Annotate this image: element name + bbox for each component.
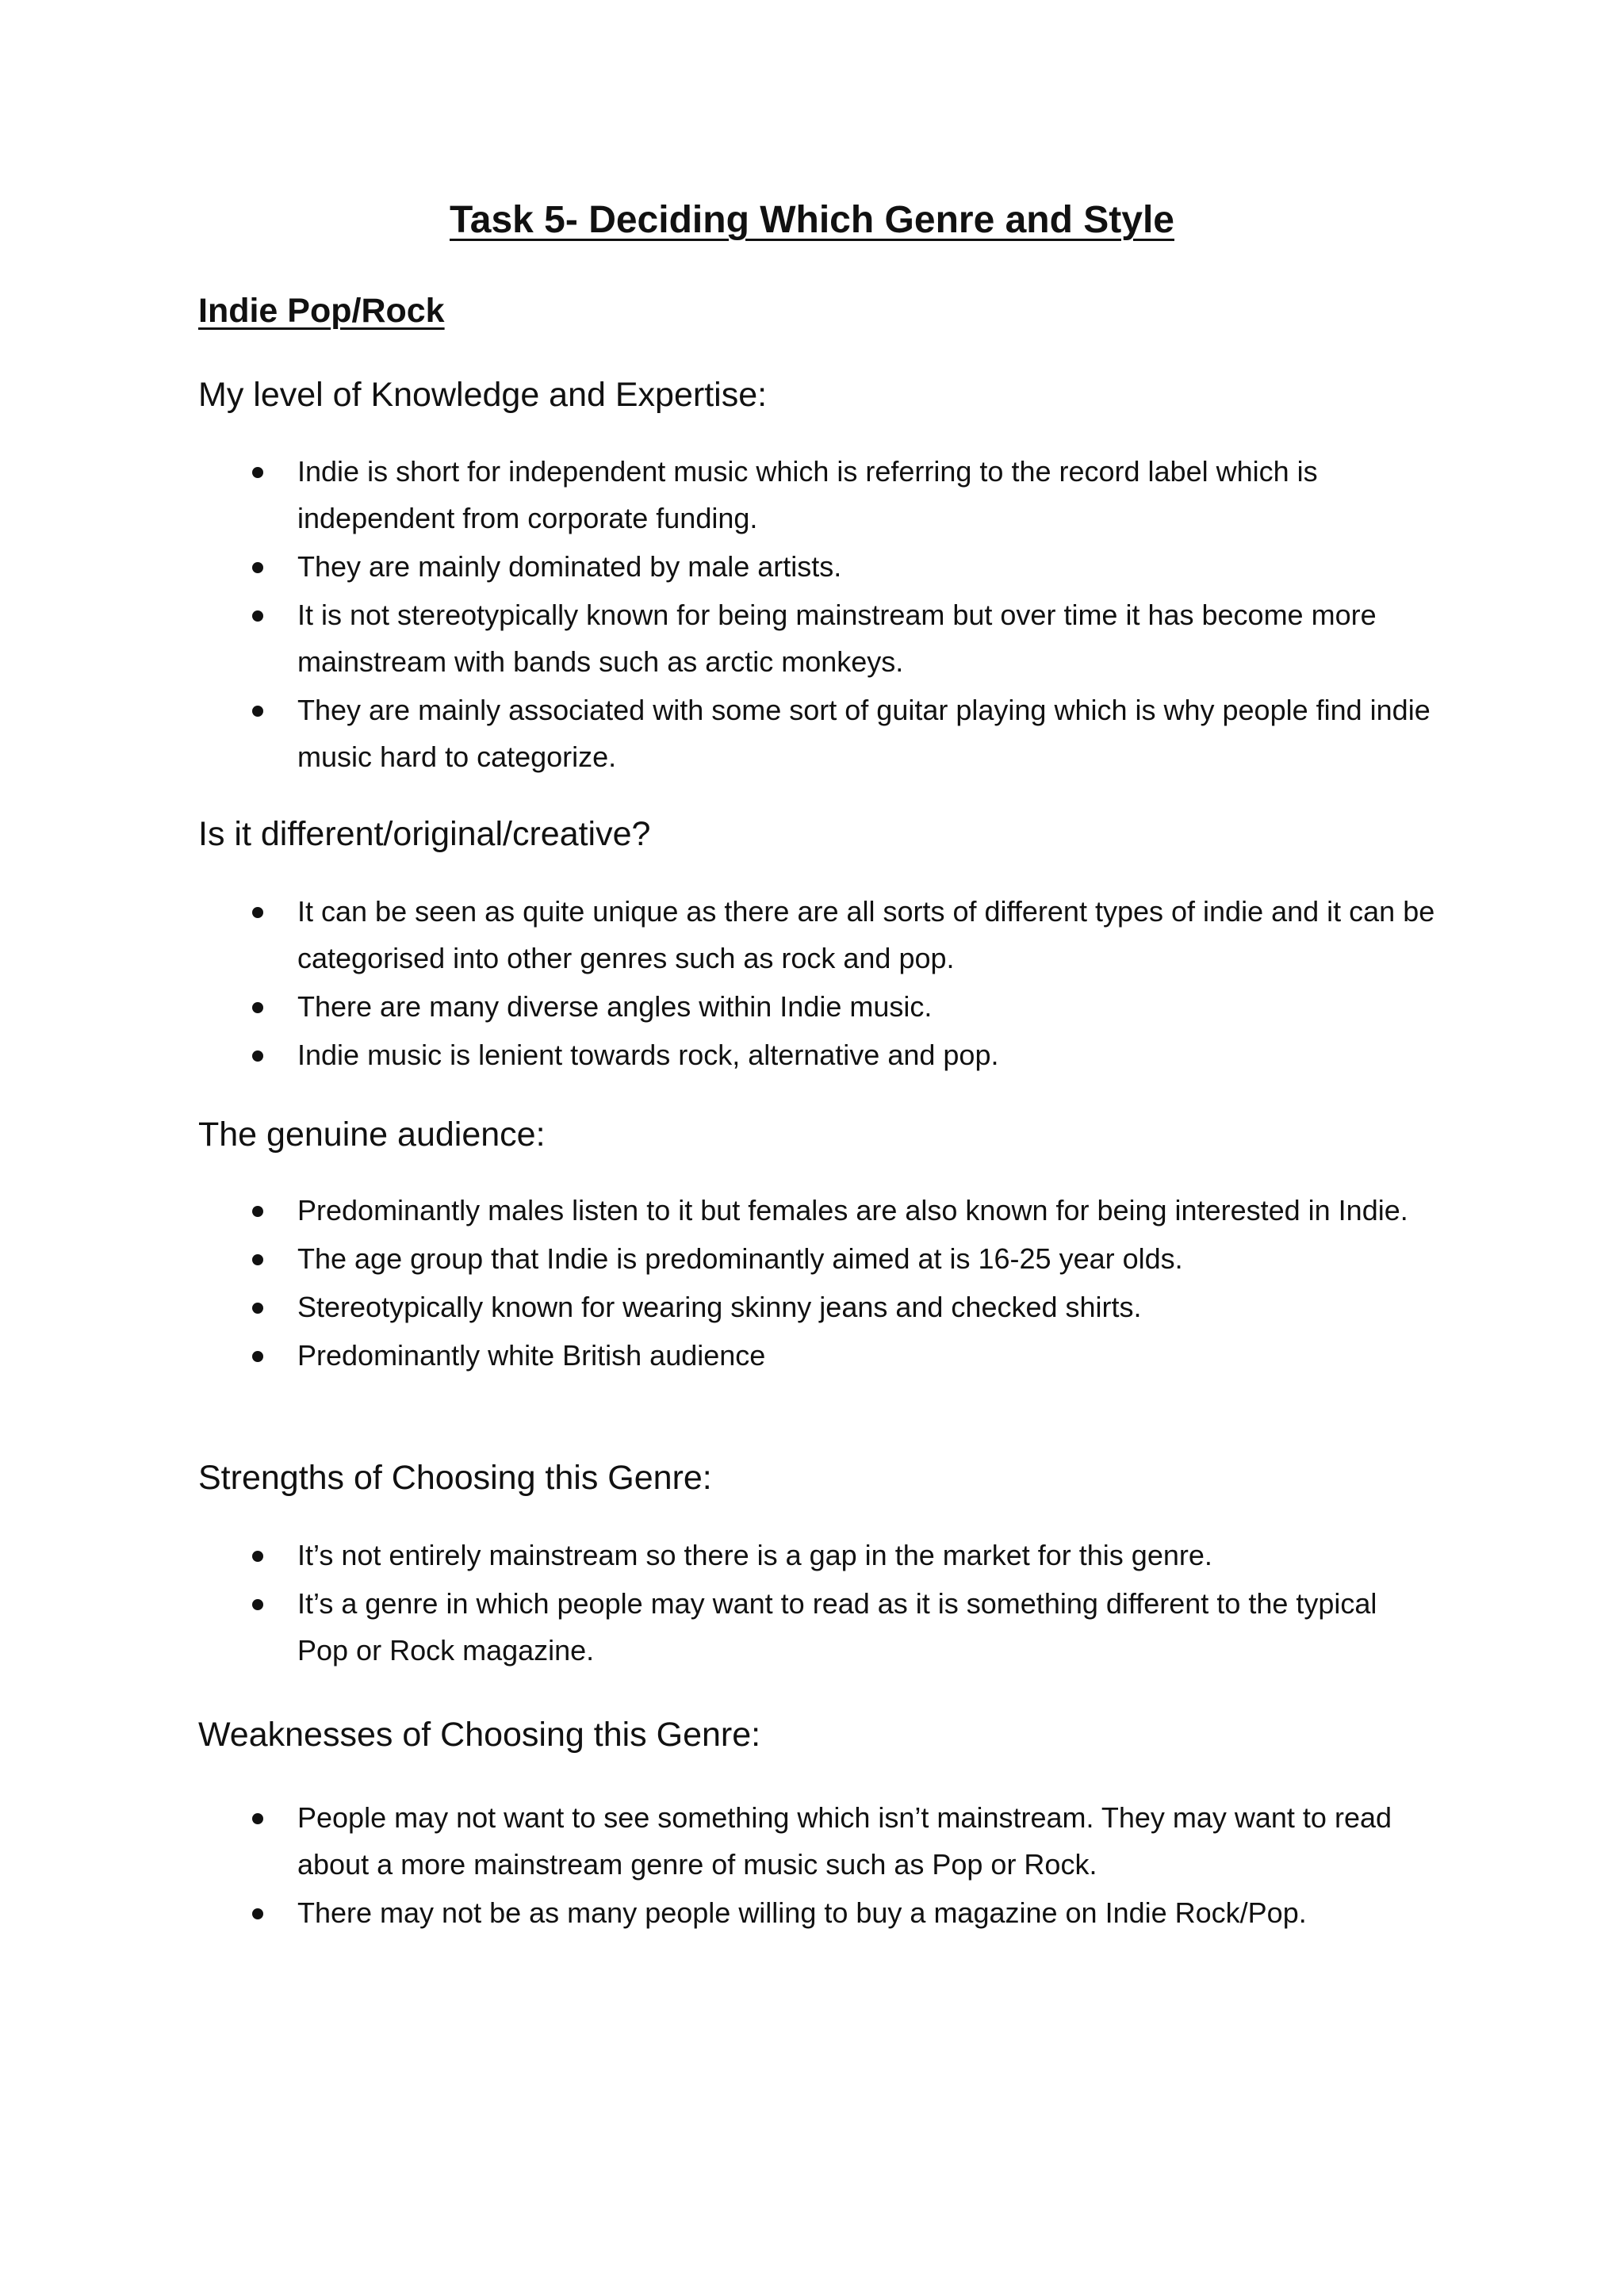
list-item: They are mainly associated with some sort of guitar playing which is why people find indie music hard to categorize.	[198, 687, 1435, 780]
bullet-icon	[252, 610, 263, 622]
list-item: It is not stereotypically known for being mainstream but over time it has become more mainstream with bands such as arctic monkeys.	[198, 591, 1435, 685]
heading-originality: Is it different/original/creative?	[198, 815, 651, 853]
bullet-icon	[252, 1908, 263, 1919]
list-item: People may not want to see something which isn’t mainstream. They may want to read about a more mainstream genre of music such as Pop or Rock.	[198, 1794, 1435, 1888]
genre-title: Indie Pop/Rock	[198, 292, 445, 330]
bullet-list-knowledge	[198, 448, 1435, 782]
list-item: There are many diverse angles within Indie music.	[198, 983, 1435, 1030]
bullet-icon	[252, 1351, 263, 1362]
bullet-icon	[252, 1551, 263, 1562]
list-item: It’s not entirely mainstream so there is a gap in the market for this genre.	[198, 1532, 1435, 1578]
bullet-list-audience	[198, 1187, 1435, 1380]
heading-strengths: Strengths of Choosing this Genre:	[198, 1459, 712, 1497]
list-item: Indie music is lenient towards rock, alternative and pop.	[198, 1031, 1435, 1078]
list-item: The age group that Indie is predominantly aimed at is 16-25 year olds.	[198, 1235, 1435, 1282]
bullet-icon	[252, 562, 263, 573]
bullet-list-originality	[198, 888, 1435, 1080]
bullet-icon	[252, 1303, 263, 1314]
bullet-icon	[252, 1050, 263, 1062]
heading-weaknesses: Weaknesses of Choosing this Genre:	[198, 1716, 761, 1754]
bullet-icon	[252, 706, 263, 717]
bullet-icon	[252, 1254, 263, 1265]
bullet-icon	[252, 1599, 263, 1610]
list-item: Predominantly white British audience	[198, 1332, 1435, 1379]
list-item: Stereotypically known for wearing skinny jeans and checked shirts.	[198, 1284, 1435, 1330]
list-item: Predominantly males listen to it but females are also known for being interested in Indie.	[198, 1187, 1435, 1234]
page-title: Task 5- Deciding Which Genre and Style	[450, 199, 1174, 241]
heading-knowledge: My level of Knowledge and Expertise:	[198, 376, 768, 414]
heading-audience: The genuine audience:	[198, 1115, 546, 1154]
bullet-list-weaknesses	[198, 1794, 1435, 1938]
list-item: There may not be as many people willing to buy a magazine on Indie Rock/Pop.	[198, 1889, 1435, 1936]
list-item: They are mainly dominated by male artists.	[198, 543, 1435, 590]
list-item: It can be seen as quite unique as there are all sorts of different types of indie and it can be categorised into other genres such as rock and pop.	[198, 888, 1435, 982]
bullet-icon	[252, 467, 263, 478]
list-item: It’s a genre in which people may want to read as it is something different to the typical Pop or Rock magazine.	[198, 1580, 1435, 1674]
bullet-icon	[252, 1002, 263, 1013]
list-item: Indie is short for independent music which is referring to the record label which is independent from corporate funding.	[198, 448, 1435, 541]
bullet-icon	[252, 1206, 263, 1217]
bullet-list-strengths	[198, 1532, 1435, 1675]
bullet-icon	[252, 907, 263, 918]
bullet-icon	[252, 1813, 263, 1824]
